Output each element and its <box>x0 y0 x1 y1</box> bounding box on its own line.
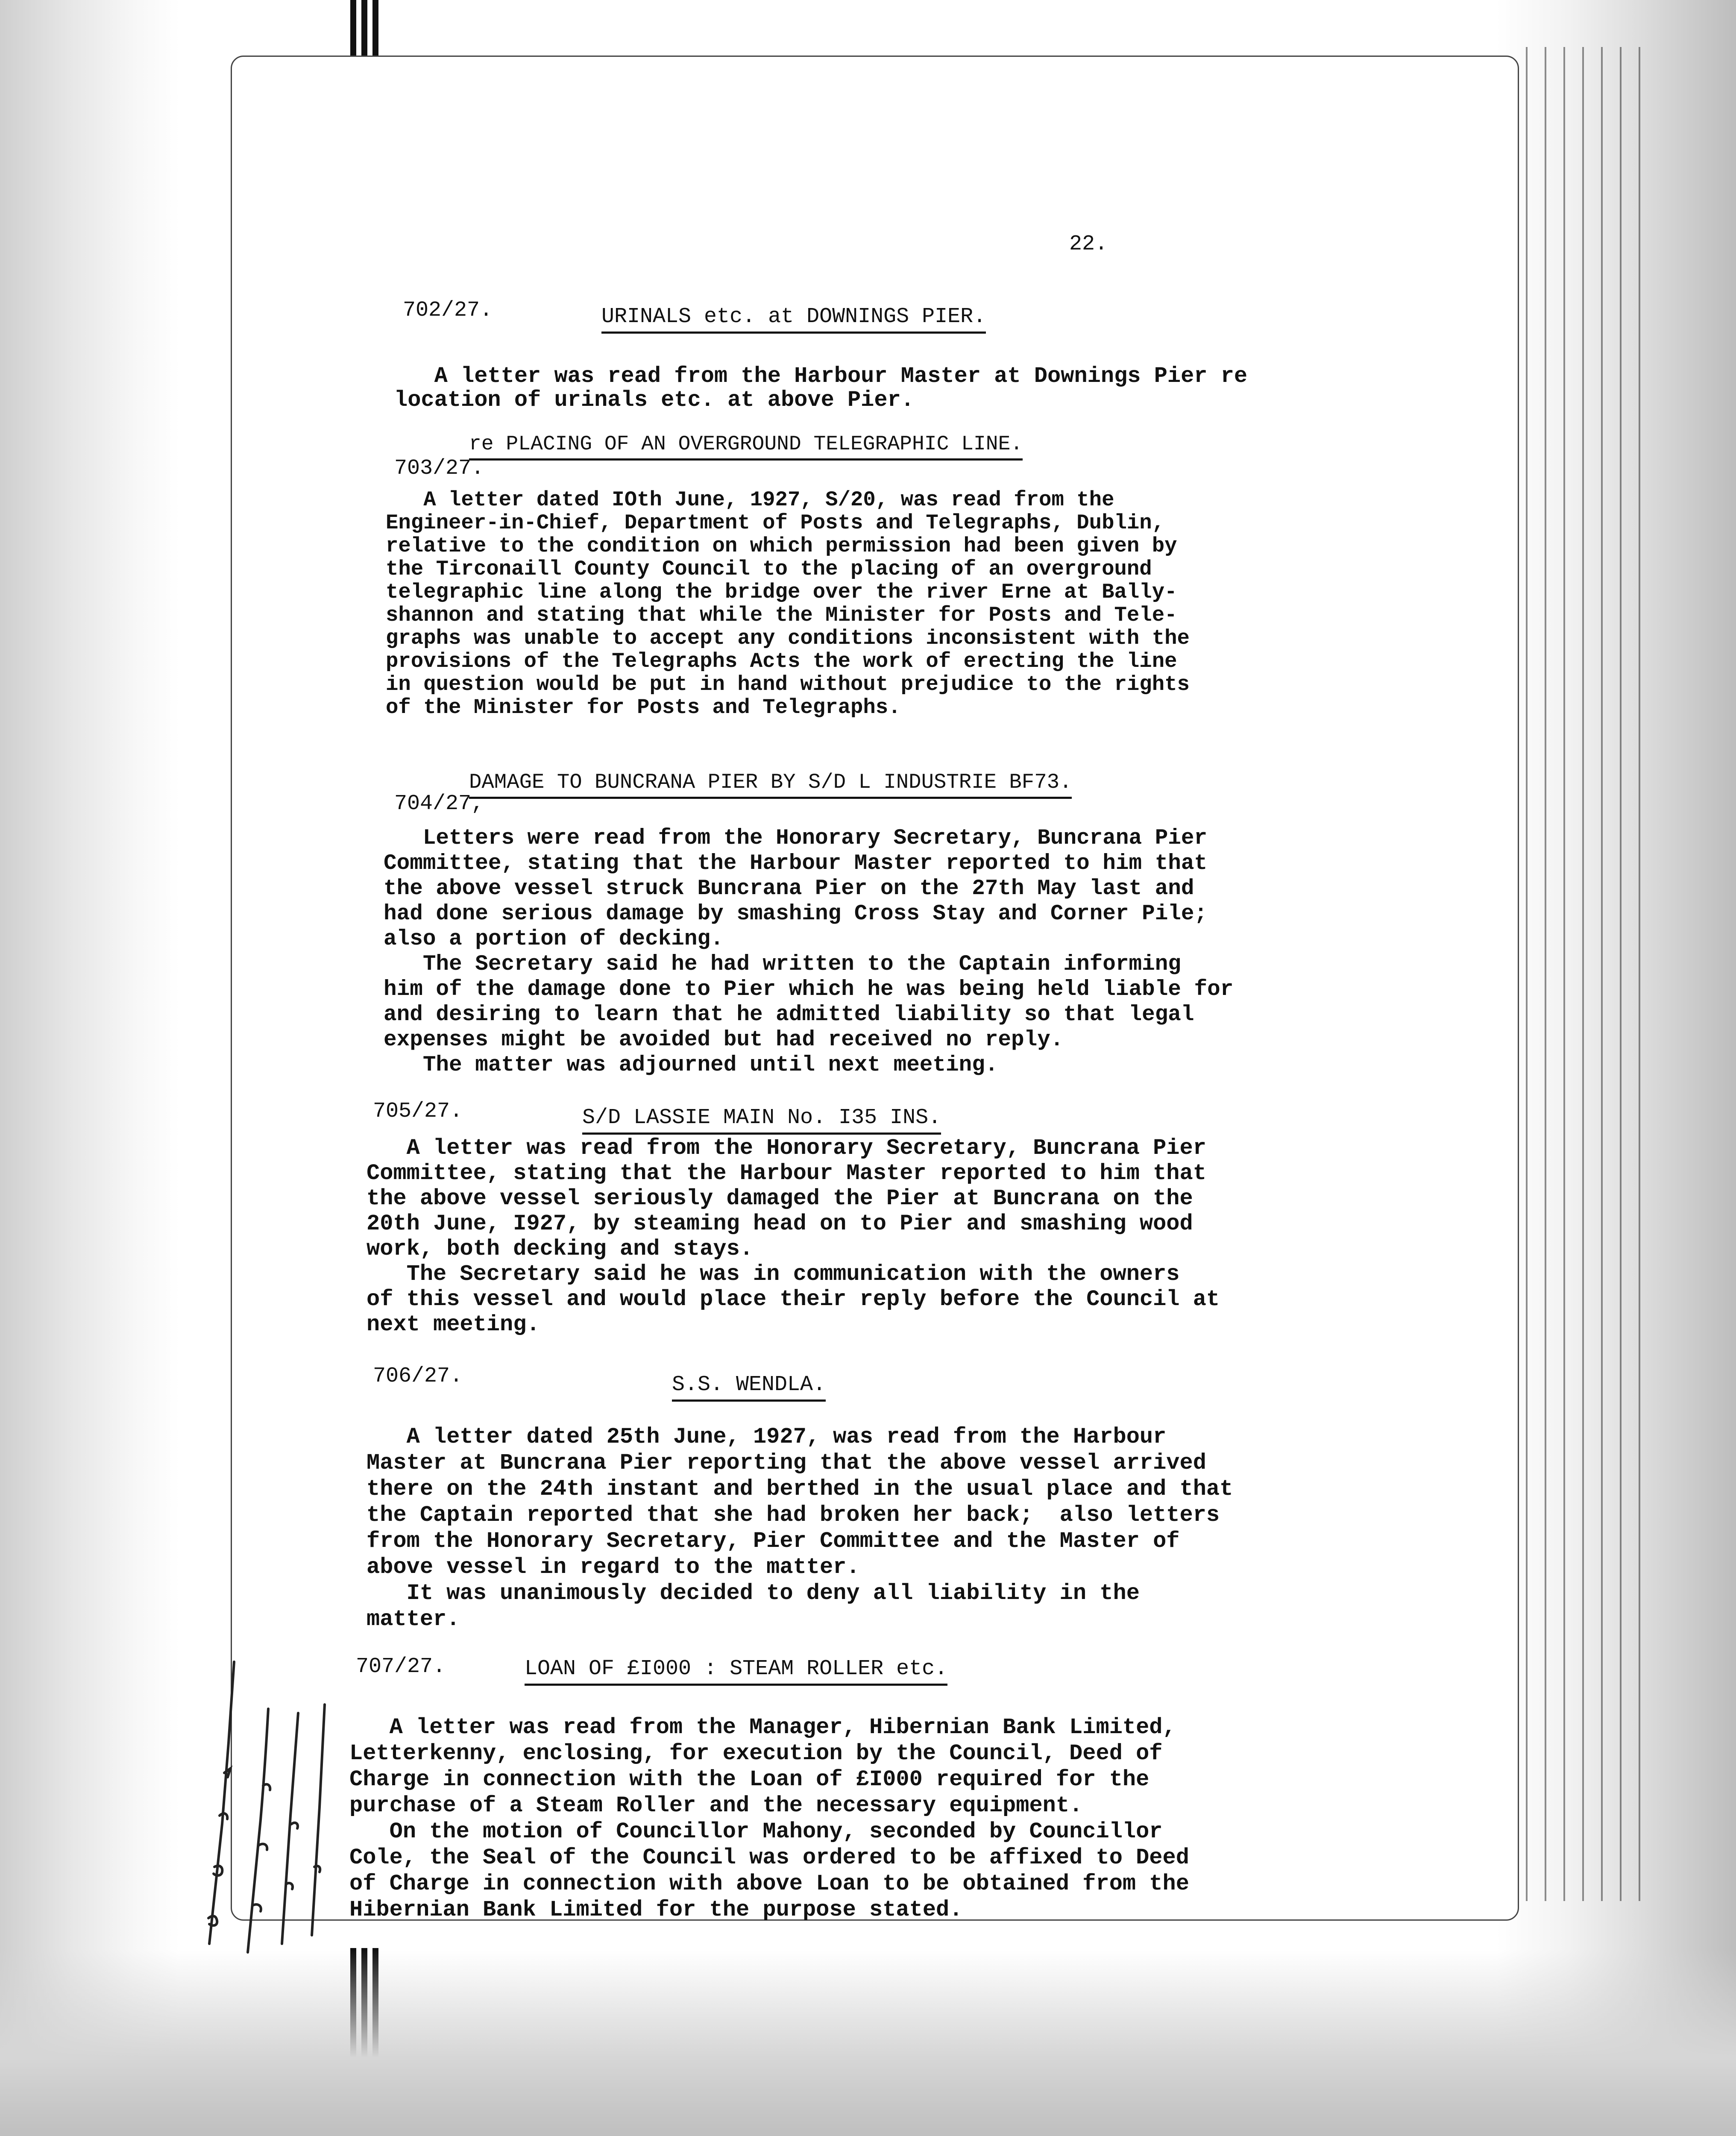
minute-number: 706/27. <box>373 1364 463 1388</box>
minute-number: 702/27. <box>403 298 493 323</box>
page-stack-lines <box>1518 47 1651 1901</box>
page-number: 22. <box>1069 232 1108 256</box>
binding-edge-top <box>350 0 380 64</box>
page-stack-edge <box>1497 0 1736 2136</box>
minute-heading: S/D LASSIE MAIN No. I35 INS. <box>582 1106 941 1135</box>
minute-heading: DAMAGE TO BUNCRANA PIER BY S/D L INDUSTRIE BF73. <box>469 770 1072 799</box>
minute-heading: URINALS etc. at DOWNINGS PIER. <box>601 305 986 334</box>
binding-shadow-left <box>0 0 179 2136</box>
document-page <box>231 56 1519 1921</box>
minute-text: A letter dated IOth June, 1927, S/20, was read from the Engineer-in-Chief, Department of Posts and Telegraphs, Dublin, relative to the condition on which permission had been given by the Tirconaill County Council to the placing of an overground telegraphic line along the bridge over the river Erne at Bally- shannon and stating that while the Minister for Posts and Tele- graphs was unable to accept any conditions inconsistent with the provisions of the Telegraphs Acts the work of erecting the line in question would be put in hand without prejudice to the rights of the Minister for Posts and Telegraphs. <box>386 488 1190 719</box>
minute-text: A letter was read from the Manager, Hibernian Bank Limited, Letterkenny, enclosing, for execution by the Council, Deed of Charge in connection with the Loan of £I000 required for the purchase of a Steam Roller and the necessary equipment. On the motion of Councillor Mahony, seconded by Councillor Cole, the Seal of the Council was ordered to be affixed to Deed of Charge in connection with above Loan to be obtained from the Hibernian Bank Limited for the purpose stated. <box>349 1715 1189 1922</box>
minute-text: A letter was read from the Harbour Master at Downings Pier re location of urinals etc. at above Pier. <box>394 364 1248 413</box>
minute-number: 703/27. <box>394 456 484 481</box>
minute-text: Letters were read from the Honorary Secretary, Buncrana Pier Committee, stating that the Harbour Master reported to him that the above vessel struck Buncrana Pier on the 27th May last and had done serious damage by smashing Cross Stay and Corner Pile; also a portion of decking. The Secretary said he had written to the Captain informing him of the damage done to Pier which he was being held liable for and desiring to learn that he admitted liability so that legal expenses might be avoided but had received no reply. The matter was adjourned until next meeting. <box>384 826 1234 1077</box>
minute-heading: LOAN OF £I000 : STEAM ROLLER etc. <box>525 1657 947 1686</box>
minute-number: 707/27. <box>356 1655 446 1679</box>
minute-text: A letter dated 25th June, 1927, was read from the Harbour Master at Buncrana Pier reporting that the above vessel arrived there on the 24th instant and berthed in the usual place and that the Captain reported that she had broken her back; also letters from the Honorary Secretary, Pier Committee and the Master of above vessel in regard to the matter. It was unanimously decided to deny all liability in the matter. <box>367 1424 1233 1632</box>
minute-heading: re PLACING OF AN OVERGROUND TELEGRAPHIC LINE. <box>469 433 1023 461</box>
minute-text: A letter was read from the Honorary Secretary, Buncrana Pier Committee, stating that the Harbour Master reported to him that the above vessel seriously damaged the Pier at Buncrana on the 20th June, I927, by steaming head on to Pier and smashing wood work, both decking and stays. The Secretary said he was in communication with the owners of this vessel and would place their reply before the Council at next meeting. <box>367 1135 1220 1337</box>
minute-heading: S.S. WENDLA. <box>672 1373 826 1402</box>
minute-number: 705/27. <box>373 1099 463 1124</box>
minute-number: 704/27, <box>394 792 484 816</box>
bottom-shadow <box>0 1950 1736 2136</box>
handwritten-margin-note <box>184 1645 346 1961</box>
